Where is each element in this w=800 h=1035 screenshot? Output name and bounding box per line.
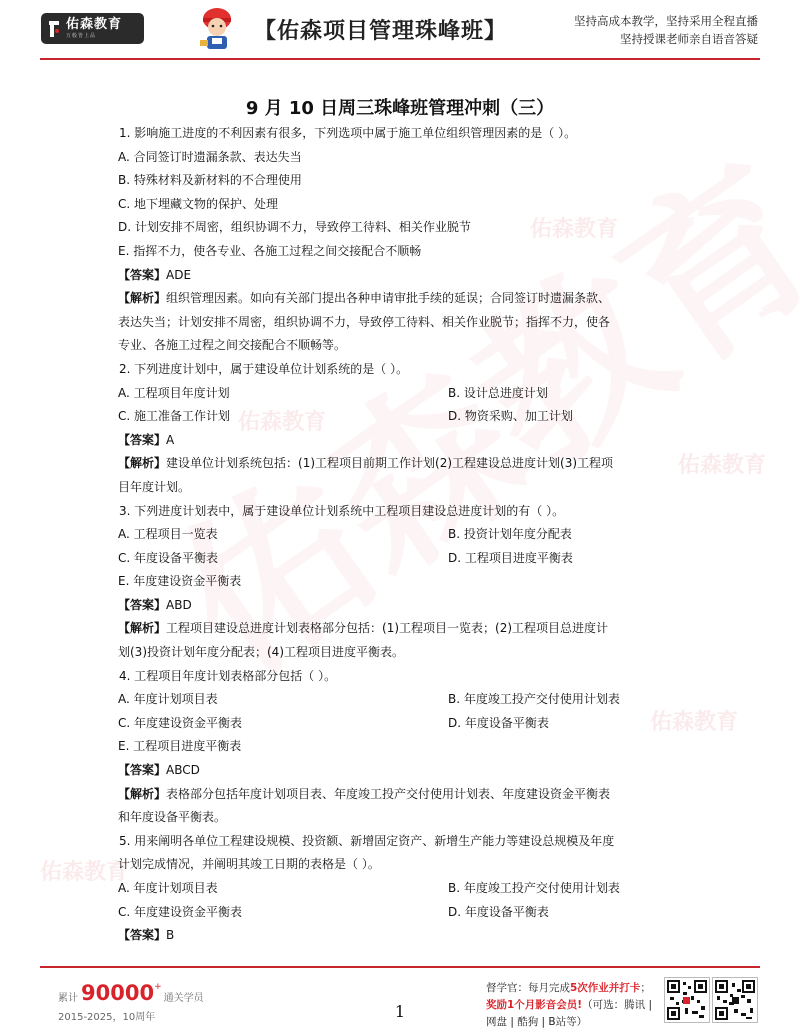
- watermark-small: 佑森教育: [40, 860, 129, 885]
- explanation-line: [118, 617, 688, 641]
- promo-highlight: 5次作业并打卡: [570, 982, 641, 994]
- years-text: 2015-2025，10周年: [58, 1012, 156, 1023]
- option-b: B. 年度竣工投产交付使用计划表: [448, 692, 620, 707]
- question-text: 3. 下列进度计划表中，属于建设单位计划系统中工程项目建设总进度计划的有（ ）。: [119, 503, 565, 518]
- cumulative-suffix: 通关学员: [163, 993, 204, 1004]
- explanation-text: 组织管理因素。如向有关部门提出各种申请审批手续的延误；合同签订时遗漏条款、: [166, 291, 611, 306]
- question-text: 5. 用来阐明各单位工程建设规模、投资额、新增固定资产、新增生产能力等建设总规模及年度: [119, 833, 615, 848]
- option-row: [118, 523, 688, 547]
- option-c: C. 施工准备工作计划: [118, 409, 231, 424]
- header-slogan: [574, 12, 758, 48]
- option-e: E. 年度建设资金平衡表: [118, 574, 242, 589]
- answer-line: [118, 759, 688, 783]
- logo-name: 佑森教育: [66, 17, 123, 32]
- promo-text: ；: [640, 982, 651, 994]
- question-list: [118, 122, 688, 948]
- option-e: E. 工程项目进度平衡表: [118, 739, 242, 754]
- watermark-small: 佑森教育: [238, 410, 327, 435]
- explanation-tag: 【解析】: [118, 621, 167, 636]
- watermark-small: 佑森教育: [678, 453, 767, 478]
- promo-text: （可选：腾讯 |: [582, 999, 652, 1011]
- option-c: C. 年度建设资金平衡表: [118, 904, 243, 919]
- explanation-tag: 【解析】: [118, 456, 167, 471]
- option-a: A. 工程项目一览表: [118, 527, 218, 542]
- slogan-line: 坚持高成本教学，坚持采用全程直播: [574, 14, 758, 28]
- answer-tag: 【答案】: [118, 267, 167, 282]
- answer-value: A: [166, 432, 175, 447]
- question-text: 2. 下列进度计划中，属于建设单位计划系统的是（ ）。: [119, 361, 409, 376]
- explanation-line: [118, 783, 688, 807]
- answer-value: B: [166, 928, 175, 943]
- option-a: A. 年度计划项目表: [118, 881, 218, 895]
- watermark-small: 佑森教育: [530, 217, 619, 242]
- plus-sign: +: [154, 982, 162, 992]
- header-divider: [40, 58, 760, 60]
- page-header: [0, 0, 800, 60]
- watermark-small: 佑森教育: [650, 710, 739, 735]
- option-row: [118, 712, 688, 736]
- footer-promo: [486, 980, 652, 1031]
- explanation-line: [118, 287, 688, 311]
- answer-value: ADE: [166, 267, 192, 282]
- explanation-text: 表格部分包括年度计划项目表、年度竣工投产交付使用计划表、年度建设资金平衡表: [166, 786, 611, 801]
- option-b: B. 年度竣工投产交付使用计划表: [448, 881, 620, 895]
- qr-code-icon: [664, 977, 710, 1023]
- option-a: A. 合同签订时遗漏条款、表达失当: [118, 149, 302, 164]
- footer-divider: [40, 966, 760, 968]
- answer-tag: 【答案】: [118, 432, 167, 447]
- answer-line: [118, 924, 688, 948]
- option-row: [118, 382, 688, 406]
- explanation-text: 建设单位计划系统包括：(1)工程项目前期工作计划(2)工程建设总进度计划(3)工程项: [166, 456, 614, 471]
- logo-subtitle: 万般皆上品: [66, 33, 97, 39]
- option-b: B. 特殊材料及新材料的不合理使用: [118, 173, 302, 188]
- promo-highlight: 奖励1个月影音会员!: [486, 999, 583, 1011]
- cumulative-label: 累计: [58, 993, 78, 1004]
- option-row: [118, 405, 688, 429]
- option-b: B. 设计总进度计划: [448, 385, 548, 400]
- option-d: D. 年度设备平衡表: [448, 715, 549, 730]
- qr-code-icon: [712, 977, 758, 1023]
- document-title: 9 月 10 日周三珠峰班管理冲刺（三）: [245, 98, 555, 119]
- option-b: B. 投资计划年度分配表: [448, 527, 572, 542]
- option-d: D. 年度设备平衡表: [448, 904, 549, 919]
- explanation-tag: 【解析】: [118, 786, 167, 801]
- page-number: 1: [394, 1002, 406, 1021]
- question-text: 计划完成情况，并阐明其竣工日期的表格是（ ）。: [118, 857, 380, 872]
- brand-logo: [41, 13, 144, 44]
- option-c: C. 年度建设资金平衡表: [118, 715, 243, 730]
- option-c: C. 年度设备平衡表: [118, 550, 219, 565]
- answer-line: [118, 429, 688, 453]
- explanation-text: 目年度计划。: [118, 479, 191, 494]
- cumulative-value: 90000: [81, 981, 155, 1005]
- promo-text: 网盘 | 酷狗 | B站等）: [486, 1016, 588, 1028]
- option-d: D. 物资采购、加工计划: [448, 409, 573, 424]
- logo-mark-icon: [47, 19, 61, 39]
- promo-text: 督学官：每月完成: [486, 982, 570, 994]
- explanation-text: 划(3)投资计划年度分配表；(4)工程项目进度平衡表。: [118, 645, 404, 660]
- answer-value: ABCD: [166, 763, 200, 778]
- slogan-line: 坚持授课老师亲自语音答疑: [620, 32, 758, 46]
- explanation-text: 表达失当；计划安排不周密，组织协调不力，导致停工待料、相关作业脱节；指挥不力，使各: [118, 314, 611, 329]
- option-row: [118, 877, 688, 901]
- option-e: E. 指挥不力，使各专业、各施工过程之间交接配合不顺畅: [118, 243, 422, 258]
- header-title: 【佑森项目管理珠峰班】: [254, 19, 508, 44]
- explanation-line: [118, 452, 688, 476]
- answer-tag: 【答案】: [118, 928, 167, 943]
- answer-tag: 【答案】: [118, 763, 167, 778]
- answer-line: [118, 264, 688, 288]
- explanation-text: 专业、各施工过程之间交接配合不顺畅等。: [118, 338, 347, 353]
- explanation-tag: 【解析】: [118, 291, 167, 306]
- option-a: A. 年度计划项目表: [118, 692, 218, 707]
- option-row: [118, 688, 688, 712]
- mascot-icon: [196, 6, 238, 52]
- option-c: C. 地下埋藏文物的保护、处理: [118, 196, 279, 211]
- answer-line: [118, 594, 688, 618]
- answer-tag: 【答案】: [118, 597, 167, 612]
- answer-value: ABD: [166, 597, 192, 612]
- explanation-text: 工程项目建设总进度计划表格部分包括：(1)工程项目一览表；(2)工程项目总进度计: [166, 621, 609, 636]
- option-a: A. 工程项目年度计划: [118, 385, 230, 400]
- option-d: D. 计划安排不周密，组织协调不力，导致停工待料、相关作业脱节: [118, 220, 471, 235]
- explanation-text: 和年度设备平衡表。: [118, 810, 227, 825]
- option-row: [118, 547, 688, 571]
- option-d: D. 工程项目进度平衡表: [448, 550, 573, 565]
- question-text: 4. 工程项目年度计划表格部分包括（ ）。: [119, 668, 337, 683]
- option-row: [118, 901, 688, 925]
- question-text: 1. 影响施工进度的不利因素有很多，下列选项中属于施工单位组织管理因素的是（ ）。: [119, 126, 577, 140]
